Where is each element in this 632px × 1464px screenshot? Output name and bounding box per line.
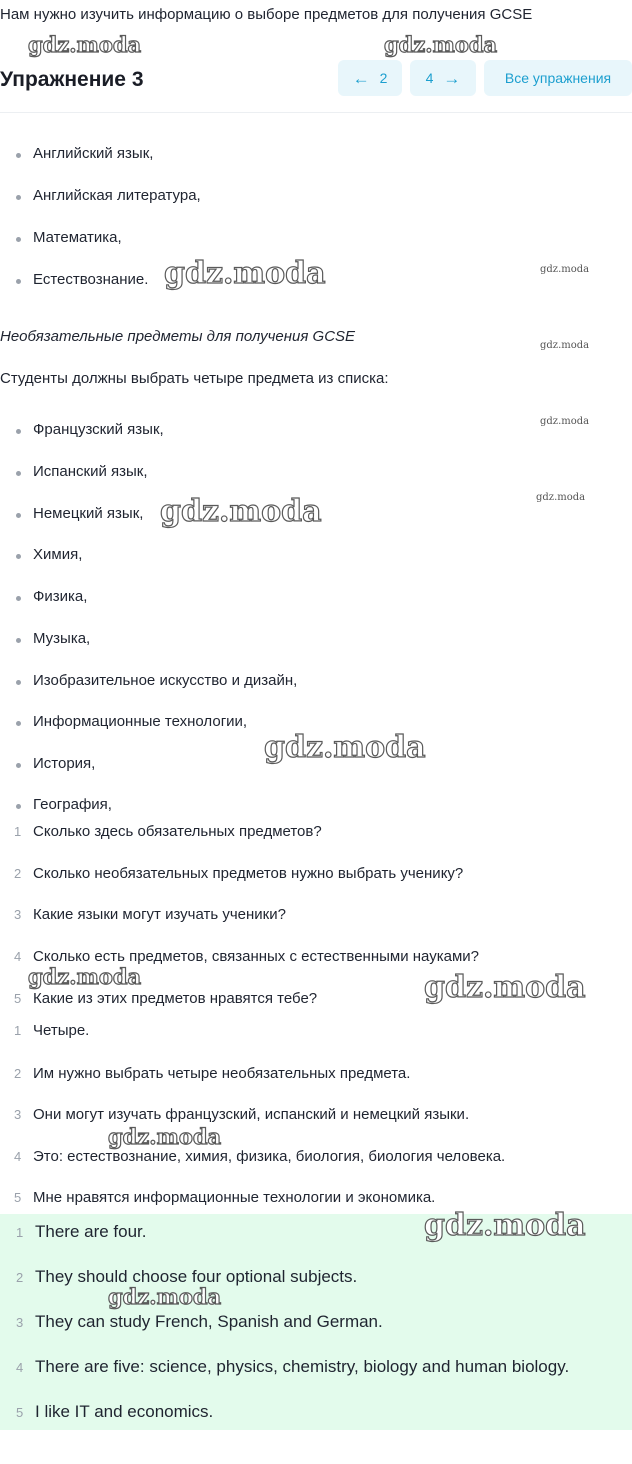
watermark: gdz.moda [540, 416, 590, 427]
watermark: gdz.moda [164, 256, 326, 291]
watermark: gdz.moda [108, 1284, 222, 1309]
item-number: 4 [16, 1360, 24, 1375]
item-number: 3 [16, 1315, 24, 1330]
watermark: gdz.moda [540, 264, 590, 275]
item-number: 2 [14, 1066, 22, 1081]
item-number: 4 [14, 949, 22, 964]
bullet-icon [16, 279, 21, 284]
next-exercise-button[interactable] [410, 60, 476, 96]
optional-subjects-heading: Необязательные предметы для получения GCSE [0, 328, 356, 345]
watermark: gdz.moda [28, 32, 142, 57]
arrow-left-icon: ← [352, 68, 370, 88]
item-number: 5 [16, 1405, 24, 1420]
bullet-icon [16, 153, 21, 158]
item-number: 5 [14, 1190, 22, 1205]
item-number: 1 [14, 824, 22, 839]
prev-exercise-button[interactable] [338, 60, 402, 96]
exercise-header [0, 58, 632, 100]
bullet-icon [16, 596, 21, 601]
bullet-icon [16, 680, 21, 685]
item-number: 1 [14, 1023, 22, 1038]
bullet-icon [16, 195, 21, 200]
intro-text: Нам нужно изучить информацию о выборе предметов для получения GCSE [0, 6, 533, 23]
bullet-icon [16, 721, 21, 726]
bullet-icon [16, 638, 21, 643]
arrow-right-icon: → [443, 68, 461, 88]
prev-exercise-label: 2 [379, 70, 388, 86]
item-number: 1 [16, 1225, 24, 1240]
item-number: 2 [14, 866, 22, 881]
item-number: 3 [14, 1107, 22, 1122]
bullet-icon [16, 237, 21, 242]
watermark: gdz.moda [264, 730, 426, 765]
item-number: 5 [14, 991, 22, 1006]
watermark: gdz.moda [108, 1124, 222, 1149]
page-title: Упражнение 3 [0, 68, 144, 91]
bullet-icon [16, 513, 21, 518]
next-exercise-label: 4 [425, 70, 434, 86]
bullet-icon [16, 763, 21, 768]
watermark: gdz.moda [28, 964, 142, 989]
all-exercises-button[interactable] [484, 60, 632, 96]
optional-subjects-intro: Студенты должны выбрать четыре предмета из списка: [0, 370, 389, 387]
watermark: gdz.moda [160, 494, 322, 529]
item-number: 2 [16, 1270, 24, 1285]
header-divider [0, 112, 632, 113]
item-number: 4 [14, 1149, 22, 1164]
watermark: gdz.moda [536, 492, 586, 503]
watermark: gdz.moda [540, 340, 590, 351]
all-exercises-label: Все упражнения [504, 70, 612, 86]
item-number: 3 [14, 907, 22, 922]
bullet-icon [16, 429, 21, 434]
watermark: gdz.moda [384, 32, 498, 57]
watermark: gdz.moda [424, 1208, 586, 1243]
bullet-icon [16, 471, 21, 476]
watermark: gdz.moda [424, 970, 586, 1005]
bullet-icon [16, 804, 21, 809]
bullet-icon [16, 554, 21, 559]
